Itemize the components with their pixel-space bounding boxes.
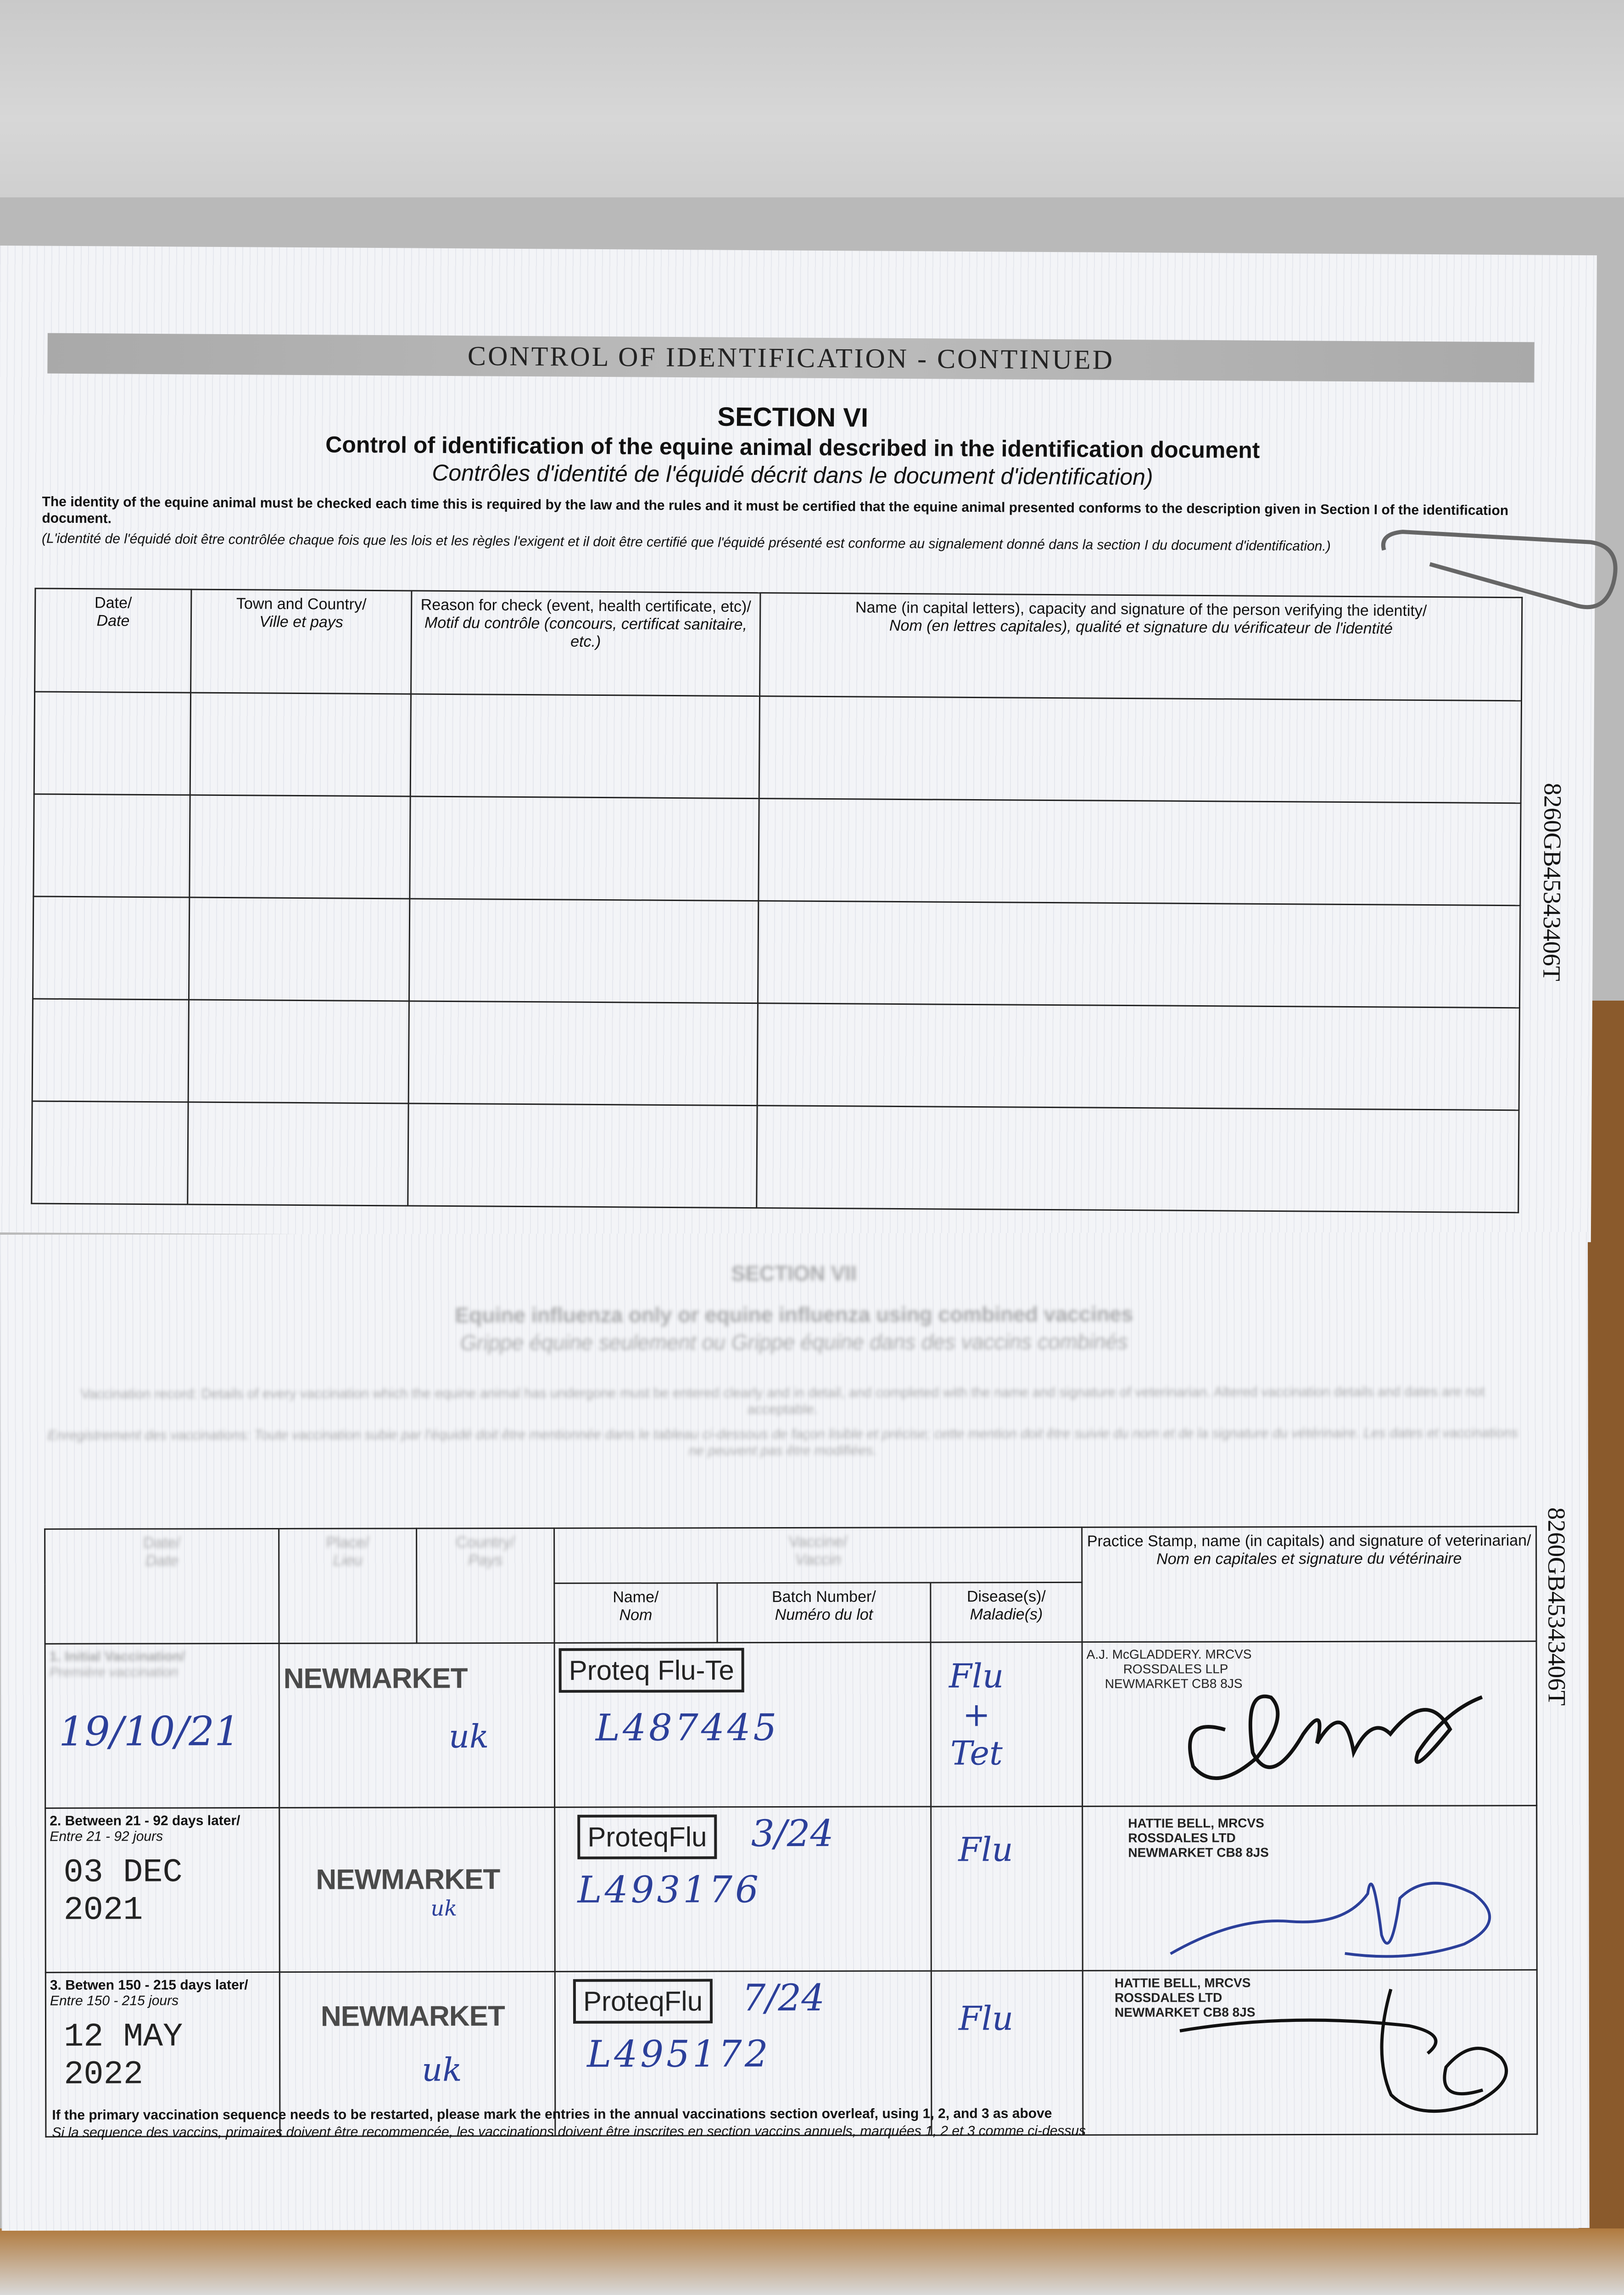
section-title-en: Control of identification of the equine animal described in the identification document (325, 431, 1260, 463)
table-row (32, 1101, 1519, 1213)
col-header-date: Date/ Date (35, 588, 191, 693)
scan-background (0, 0, 1624, 197)
batch-number: L495172 (587, 2032, 771, 2076)
col-header-date: Date/ Date (45, 1528, 279, 1644)
batch-number: L487445 (595, 1706, 780, 1749)
disease-handwritten: Flu (958, 1999, 1014, 2038)
intro-text-en: The identity of the equine animal must be checked each time this is required by the law and the rules and it must be certified that the equine animal presented conforms to the description given in Section I of the identification document. (42, 494, 1509, 526)
dose-label: 3. Betwen 150 - 215 days later/ (50, 1977, 248, 1993)
col-header-town-country: Town and Country/ Ville et pays (191, 589, 412, 694)
table-row (33, 896, 1520, 1008)
country-handwritten: uk (430, 1896, 458, 1921)
col-header-verifier: Name (in capital letters), capacity and signature of the person verifying the identity/ Nom (en lettres capitales), qualité et signature du vérificateur de l'identité (760, 593, 1522, 701)
section-title-fr: Contrôles d'identité de l'équidé décrit dans le document d'identification) (432, 459, 1153, 490)
disease-cell (931, 1642, 1083, 1807)
batch-number: L493176 (577, 1868, 762, 1911)
vet-stamp: HATTIE BELL, MRCVS ROSSDALES LTD NEWMARKET CB8 8JS (1114, 1976, 1256, 2020)
intro-text-en: Vaccination record: Details of every vaccination which the equine animal has undergone must be entered clearly and in detail, and completed with the name and signature of veterinarian. Altered vaccination details and dates are not acceptable. (80, 1384, 1485, 1417)
dose-cell (45, 1643, 279, 1808)
place-country-cell (279, 1643, 555, 1808)
dose-label-fr: Entre 150 - 215 jours (50, 1993, 179, 2009)
vet-stamp: HATTIE BELL, MRCVS ROSSDALES LTD NEWMARKET CB8 8JS (1128, 1816, 1269, 1860)
dose-label-fr: Entre 21 - 92 jours (50, 1829, 163, 1844)
vaccination-date: 03 DEC 2021 (63, 1853, 183, 1929)
col-header-vaccine: Vaccine/ Vaccin (554, 1527, 1082, 1583)
section-title-en: Equine influenza only or equine influenza using combined vaccines (455, 1302, 1133, 1327)
intro-text-fr: Enregistrement des vaccinations: Toute vaccination subie par l'équidé doit être mentionnée dans le tableau ci-dessous de façon lisible et précise; cette mention doit être suivie du nom et de la signature du vétérinaire. Les dates et vaccinations ne peuvent pas être modifiées. (47, 1425, 1518, 1459)
dose-cell (45, 1808, 280, 1972)
vaccine-name-stamp: Proteq Flu-Te (559, 1648, 744, 1693)
vaccination-date: 19/10/21 (58, 1707, 240, 1755)
vet-signature (1152, 1660, 1510, 1798)
vaccine-name-stamp: ProteqFlu (573, 1979, 713, 2024)
paperclip-icon (1374, 522, 1624, 634)
section-heading: SECTION VII (731, 1261, 857, 1286)
vet-stamp: A.J. McGLADDERY. MRCVS ROSSDALES LLP NEWMARKET CB8 8JS (1086, 1647, 1252, 1691)
col-header-disease: Disease(s)/ Maladie(s) (931, 1582, 1082, 1642)
vaccination-date: 12 MAY 2022 (63, 2018, 183, 2093)
place-country-cell (279, 1807, 555, 1972)
passport-serial-number: 8260GB45343406T (1543, 1507, 1571, 1706)
col-header-place: Place/ Lieu (279, 1528, 417, 1644)
vet-signature (1152, 1984, 1529, 2122)
place-stamp: NEWMARKET (316, 1864, 500, 1896)
section-title-fr: Grippe équine seulement ou Grippe équine dans des vaccins combinés (460, 1329, 1128, 1355)
col-header-country: Country/ Pays (417, 1528, 554, 1643)
vet-signature (1152, 1843, 1510, 1963)
vet-stamp-cell (1082, 1641, 1537, 1807)
dose-label: 2. Between 21 - 92 days later/ (50, 1813, 240, 1829)
table-header-row (35, 588, 1522, 701)
col-header-reason: Reason for check (event, health certificate, etc)/ Motif du contrôle (concours, certificat sanitaire, etc.) (411, 591, 760, 696)
country-handwritten: uk (448, 1718, 489, 1756)
dose-label-fr: Première vaccination (49, 1664, 178, 1680)
passport-serial-number: 8260GB45343406T (1538, 783, 1567, 981)
section-vii-page (0, 1232, 1590, 2231)
disease-handwritten: Flu (958, 1830, 1013, 1869)
table-row (34, 692, 1521, 803)
disease-cell (931, 1806, 1083, 1971)
disease-handwritten: Flu + Tet (949, 1657, 1004, 1773)
footnote: If the primary vaccination sequence needs to be restarted, please mark the entries in the annual vaccinations section overleaf, using 1, 2, and 3 as above Si la sequence des vaccins, primaires doivent être recommencée, les vaccinations doivent être inscrites en section vaccins annuels, marquées 1, 2 et 3 comme ci-dessus (52, 2106, 1086, 2140)
col-header-practice-stamp: Practice Stamp, name (in capitals) and signature of veterinarian/ Nom en capitales et signature du vétérinaire (1082, 1527, 1536, 1642)
col-header-vaccine-name: Name/ Nom (554, 1583, 717, 1643)
intro-text-fr: (L'identité de l'équidé doit être contrôlée chaque fois que les lois et les règles l'exigent et il doit être certifié que l'équidé présenté est conforme au signalement donné dans la section I du document d'identification.) (42, 531, 1331, 554)
section-vi-page (0, 246, 1597, 1242)
country-handwritten: uk (422, 2051, 462, 2089)
vaccine-expiry: 3/24 (751, 1812, 834, 1855)
vet-stamp-cell (1083, 1806, 1537, 1971)
vaccine-expiry: 7/24 (742, 1976, 825, 2020)
place-stamp: NEWMARKET (283, 1662, 468, 1695)
vet-stamp-cell (1083, 1970, 1537, 2135)
vaccine-name-stamp: ProteqFlu (577, 1814, 717, 1859)
vaccination-row-second (45, 1806, 1537, 1973)
vaccination-table (44, 1526, 1538, 2138)
table-row (32, 999, 1519, 1110)
identity-check-table (31, 588, 1523, 1213)
col-header-batch-number: Batch Number/ Numéro du lot (717, 1583, 931, 1643)
table-header-row (45, 1527, 1536, 1584)
vaccination-row-initial (45, 1641, 1537, 1808)
table-row (33, 794, 1521, 906)
vaccine-name-batch-cell (555, 1807, 932, 1971)
vaccine-name-batch-cell (554, 1642, 931, 1807)
section-heading: SECTION VI (717, 402, 869, 433)
passport-cover-bottom (0, 2228, 1624, 2295)
dose-label: 1. Initial Vaccination/ (49, 1649, 185, 1664)
place-stamp: NEWMARKET (320, 2000, 505, 2032)
page-banner: CONTROL OF IDENTIFICATION - CONTINUED (47, 333, 1534, 383)
